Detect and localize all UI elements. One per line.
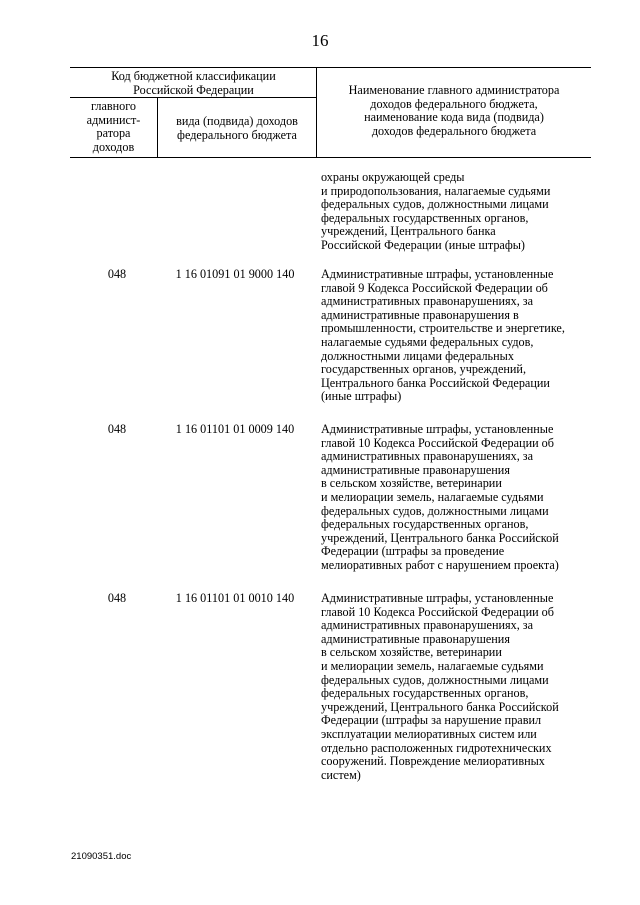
table-row-2-name: Административные штрафы, установленные главой 10 Кодекса Российской Федерации об административных правонарушениях, за административные правонарушения в сельском хозяйстве, ветеринарии и мелиорации земель, налагаемые судьями федеральных судов, должностными лицами федеральных государственных органов, учреждений, Центрального банка Российской Федерации (штрафы за проведение мелиоративных работ с нарушением проекта) <box>321 422 559 572</box>
table-row-3-admin: 048 <box>107 591 127 605</box>
header-group-title: Код бюджетной классификации Российской Федерации <box>111 69 276 97</box>
table-row-1-kbk: 1 16 01091 01 9000 140 <box>175 267 295 281</box>
table-row-3-kbk: 1 16 01101 01 0010 140 <box>175 591 295 605</box>
header-col-name: Наименование главного администратора доходов федерального бюджета, наименование кода вида (подвида) доходов федерального бюджета <box>348 83 560 138</box>
header-bottom-rule <box>70 157 591 158</box>
table-row-1-name: Административные штрафы, установленные главой 9 Кодекса Российской Федерации об административных правонарушениях, за административные правонарушения в промышленности, строительстве и энергетике, налагаемые судьями федеральных судов, должностными лицами федеральных государственных органов, учреждений, Центрального банка Российской Федерации (иные штрафы) <box>321 267 565 404</box>
page-number: 16 <box>311 31 329 50</box>
footer-filename: 21090351.doc <box>71 851 132 862</box>
continuation-text: охраны окружающей среды и природопользования, налагаемые судьями федеральных судов, должностными лицами федеральных государственных органов, учреждений, Центрального банка Российской Федерации (иные штрафы) <box>321 170 551 252</box>
table-row-3-name: Административные штрафы, установленные главой 10 Кодекса Российской Федерации об административных правонарушениях, за административные правонарушения в сельском хозяйстве, ветеринарии и мелиорации земель, налагаемые судьями федеральных судов, должностными лицами федеральных государственных органов, учреждений, Центрального банка Российской Федерации (штрафы за нарушение правил эксплуатации мелиоративных систем или отдельно расположенных гидротехнических сооружений. Повреждение мелиоративных систем) <box>321 591 559 782</box>
header-col-admin: главного админист- ратора доходов <box>86 99 141 154</box>
table-row-2-kbk: 1 16 01101 01 0009 140 <box>175 422 295 436</box>
table-row-2-admin: 048 <box>107 422 127 436</box>
header-col-kbk: вида (подвида) доходов федерального бюджета <box>176 114 298 142</box>
table-row-1-admin: 048 <box>107 267 127 281</box>
table-top-rule <box>70 67 591 68</box>
